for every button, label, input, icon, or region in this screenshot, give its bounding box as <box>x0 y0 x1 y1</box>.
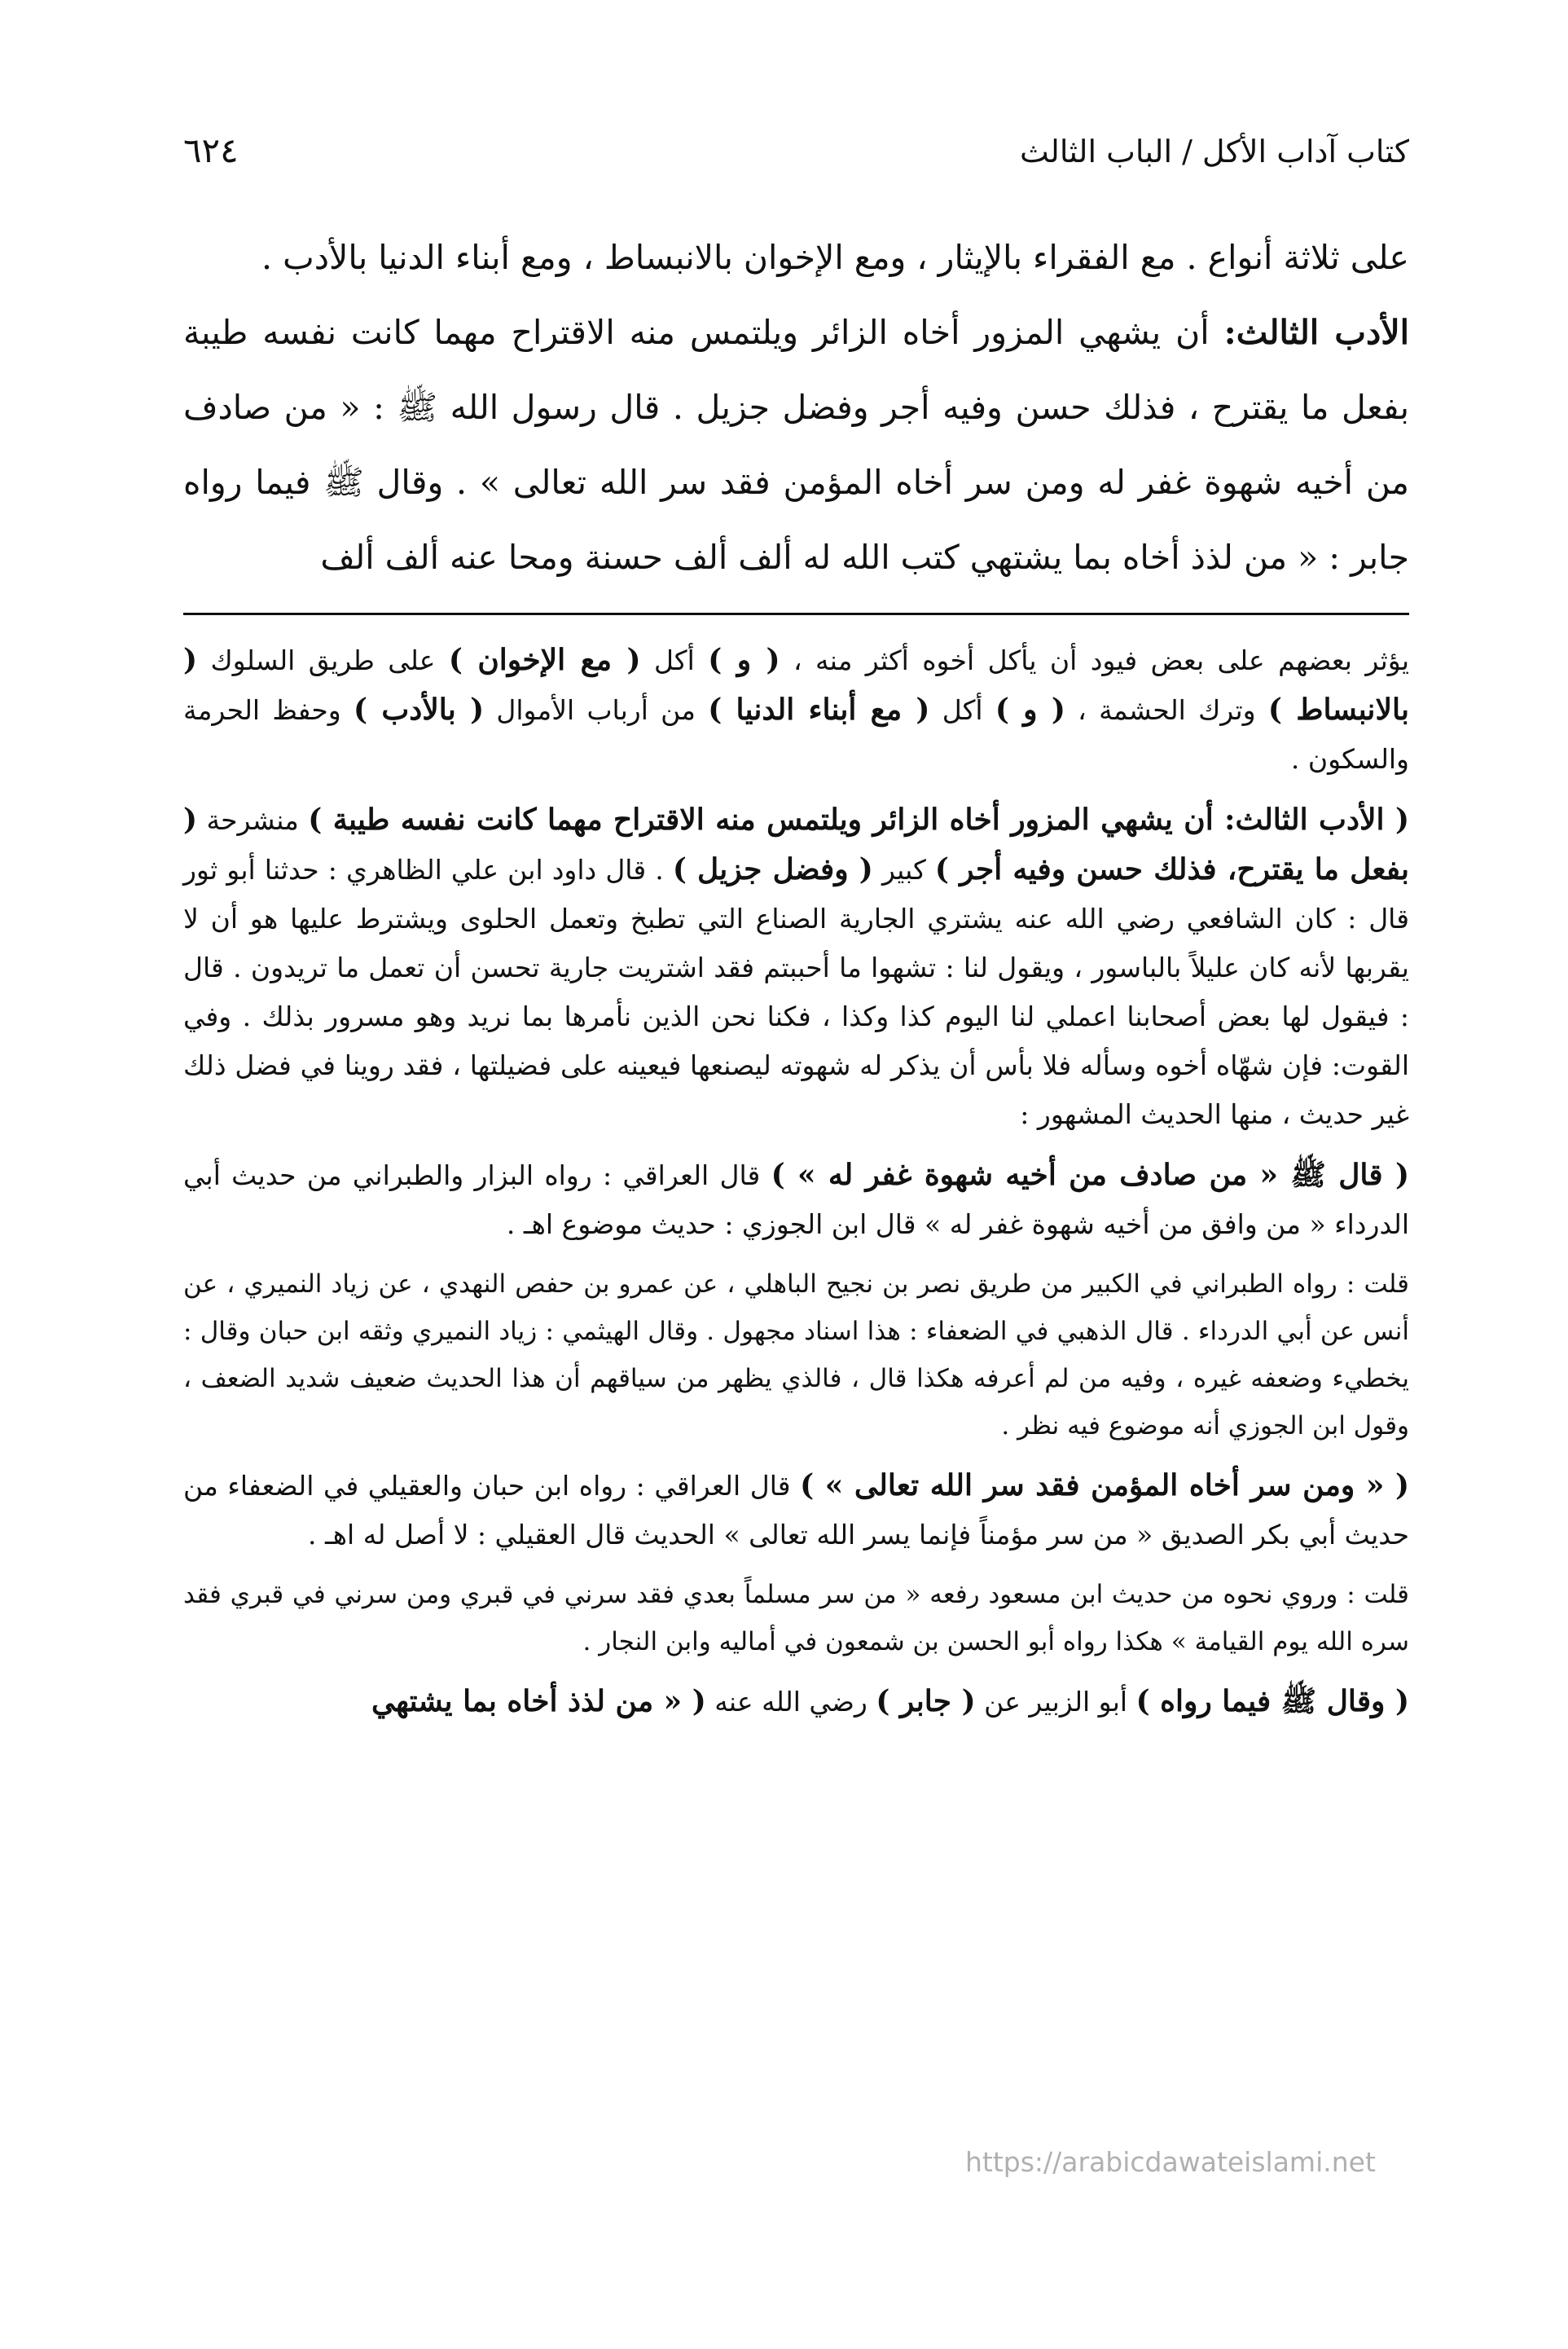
running-title: كتاب آداب الأكل / الباب الثالث <box>1019 134 1409 169</box>
commentary-lemma: ( جابر ) <box>876 1684 976 1718</box>
adab-text: أن يشهي المزور أخاه الزائر ويلتمس منه الاقتراح مهما كانت نفسه طيبة بفعل ما يقترح ، فذلك حسن وفيه أجر وفضل جزيل . قال رسول الله ﷺ : « من صادف من أخيه شهوة غفر له ومن سر أخاه المؤمن فقد سر الله تعالى » . وقال ﷺ فيما رواه جابر : « من لذذ أخاه بما يشتهي كتب الله له ألف ألف حسنة ومحا عنه ألف ألف <box>183 313 1409 577</box>
commentary-paragraph <box>183 1150 1409 1249</box>
commentary-text: أكل <box>929 694 995 726</box>
commentary-paragraph <box>183 1461 1409 1559</box>
commentary <box>183 636 1409 1738</box>
commentary-paragraph <box>183 636 1409 784</box>
page-number: ٦٢٤ <box>183 130 239 170</box>
commentary-lemma: ( الأدب الثالث: أن يشهي المزور أخاه الزائر ويلتمس منه الاقتراح مهما كانت نفسه طيبة ) <box>308 803 1409 837</box>
commentary-lemma: ( بالأدب ) <box>353 693 485 727</box>
separator-rule <box>183 613 1409 615</box>
commentary-text: أكل <box>640 644 709 676</box>
commentary-lemma: ( قال ﷺ « من صادف من أخيه شهوة غفر له » ) <box>771 1158 1409 1192</box>
commentary-text: أبو الزبير عن <box>975 1686 1136 1718</box>
commentary-text: على طريق السلوك <box>197 644 449 676</box>
commentary-text: قلت : رواه الطبراني في الكبير من طريق نصر بن نجيح الباهلي ، عن عمرو بن حفص النهدي ، عن زياد النميري ، عن أنس عن أبي الدرداء . قال الذهبي في الضعفاء : هذا اسناد مجهول . وقال الهيثمي : زياد النميري وثقه ابن حبان وقال : يخطيء وضعفه غيره ، وفيه من لم أعرفه هكذا قال ، فالذي يظهر من سياقهم أن هذا الحديث ضعيف شديد الضعف ، وقول ابن الجوزي أنه موضوع فيه نظر . <box>183 1269 1409 1441</box>
commentary-lemma: ( بفعل ما يقترح، فذلك حسن وفيه أجر ) <box>183 803 1409 886</box>
commentary-text: وحفظ الحرمة والسكون . <box>183 694 1409 775</box>
commentary-lemma: ( « من لذذ أخاه بما يشتهي <box>371 1684 706 1718</box>
commentary-lemma: ( بالانبساط ) <box>183 643 1409 727</box>
commentary-text: وترك الحشمة ، <box>1065 694 1268 726</box>
commentary-text: قلت : وروي نحوه من حديث ابن مسعود رفعه « من سر مسلماً بعدي فقد سرني في قبري ومن سرني في قبري فقد سره الله يوم القيامة » هكذا رواه أبو الحسن بن شمعون في أماليه وابن النجار . <box>183 1580 1409 1656</box>
commentary-text: منشرحة <box>197 804 309 836</box>
commentary-text: قال العراقي : رواه ابن حبان والعقيلي في الضعفاء من حديث أبي بكر الصديق « من سر مؤمناً فإنما يسر الله تعالى » الحديث قال العقيلي : لا أصل له اهـ . <box>183 1470 1409 1551</box>
commentary-lemma: ( مع الإخوان ) <box>448 643 641 677</box>
matn-paragraph <box>183 295 1409 595</box>
commentary-paragraph <box>183 795 1409 1139</box>
matn-line: على ثلاثة أنواع . مع الفقراء بالإيثار ، ومع الإخوان بالانبساط ، ومع أبناء الدنيا بالأدب . <box>261 238 1409 277</box>
watermark-url: https://arabicdawateislami.net <box>965 2146 1376 2178</box>
commentary-paragraph <box>183 1677 1409 1727</box>
commentary-lemma: ( مع أبناء الدنيا ) <box>708 693 930 727</box>
commentary-lemma: ( و ) <box>995 693 1065 727</box>
commentary-note <box>183 1571 1409 1665</box>
commentary-lemma: ( « ومن سر أخاه المؤمن فقد سر الله تعالى » ) <box>800 1468 1409 1502</box>
main-text <box>183 220 1409 595</box>
commentary-lemma: ( وقال ﷺ فيما رواه ) <box>1135 1684 1409 1718</box>
commentary-text: قال العراقي : رواه البزار والطبراني من حديث أبي الدرداء « من وافق من أخيه شهوة غفر له » قال ابن الجوزي : حديث موضوع اهـ . <box>183 1159 1409 1240</box>
commentary-lemma: ( و ) <box>708 643 780 677</box>
commentary-note <box>183 1260 1409 1449</box>
commentary-text: كبير <box>872 854 935 886</box>
commentary-text: رضي الله عنه <box>705 1686 876 1718</box>
page-header <box>183 130 1409 170</box>
commentary-lemma: ( وفضل جزيل ) <box>672 852 873 886</box>
commentary-text: يؤثر بعضهم على بعض فيود أن يأكل أخوه أكثر منه ، <box>780 644 1410 676</box>
commentary-text: من أرباب الأموال <box>484 694 709 726</box>
adab-heading: الأدب الثالث: <box>1223 313 1409 352</box>
commentary-text: . قال داود ابن علي الظاهري : حدثنا أبو ثور قال : كان الشافعي رضي الله عنه يشتري الجارية الصناع التي تطبخ وتعمل الحلوى ويشترط عليها هو أن لا يقربها لأنه كان عليلاً بالباسور ، ويقول لنا : تشهوا ما أحببتم فقد اشتريت جارية تحسن أن تعمل ما تريدون . قال : فيقول لها بعض أصحابنا اعملي لنا اليوم كذا وكذا ، فكنا نحن الذين نأمرها بما نريد وهو مسرور بذلك . وفي القوت: فإن شهّاه أخوه وسأله فلا بأس أن يذكر له شهوته ليصنعها فيعينه على فضيلتها ، فقد روينا في فضل ذلك غير حديث ، منها الحديث المشهور : <box>183 854 1410 1130</box>
